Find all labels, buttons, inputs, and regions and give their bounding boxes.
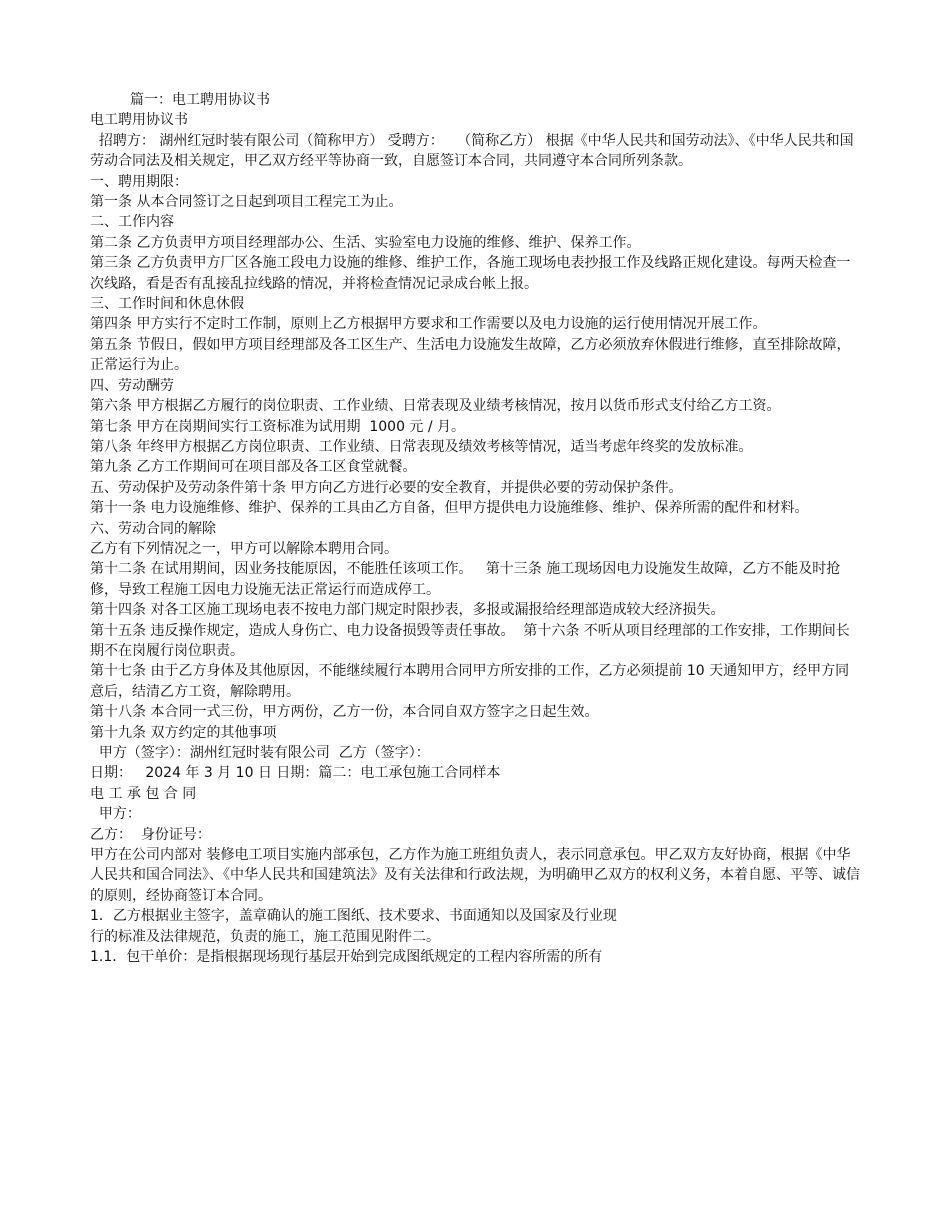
paragraph: 六、劳动合同的解除 — [90, 520, 216, 537]
paragraph: 日期： 2024 年 3 月 10 日 日期：篇二：电工承包施工合同样本 — [90, 765, 501, 782]
paragraph: 1．乙方根据业主签字，盖章确认的施工图纸、技术要求、书面通知以及国家及行业现 — [90, 908, 617, 925]
paragraph: 第十五条 违反操作规定，造成人身伤亡、电力设备损毁等责任事故。 第十六条 不听从项目经理部的工作安排，工作期间长期不在岗履行岗位职责。 — [90, 622, 850, 659]
paragraph: 第九条 乙方工作期间可在项目部及各工区食堂就餐。 — [90, 459, 417, 476]
paragraph: 甲方（签字）：湖州红冠时装有限公司 乙方（签字）： — [90, 745, 430, 761]
paragraph: 第十二条 在试用期间，因业务技能原因，不能胜任该项工作。 第十三条 施工现场因电力设施发生故障，乙方不能及时抢修，导致工程施工因电力设施无法正常运行而造成停工。 — [90, 561, 841, 598]
paragraph: 第四条 甲方实行不定时工作制，原则上乙方根据甲方要求和工作需要以及电力设施的运行使用情况开展工作。 — [90, 316, 767, 333]
paragraph: 乙方： 身份证号： — [90, 826, 211, 843]
paragraph: 第十一条 电力设施维修、维护、保养的工具由乙方自备，但甲方提供电力设施维修、维护、保养所需的配件和材料。 — [90, 500, 809, 517]
paragraph: 第十七条 由于乙方身体及其他原因，不能继续履行本聘用合同甲方所安排的工作，乙方必须提前 10 天通知甲方，经甲方同意后，结清乙方工资，解除聘用。 — [90, 663, 850, 700]
paragraph: 乙方有下列情况之一，甲方可以解除本聘用合同。 — [90, 540, 398, 557]
paragraph: 第八条 年终甲方根据乙方岗位职责、工作业绩、日常表现及绩效考核等情况，适当考虑年终奖的发放标准。 — [90, 438, 753, 455]
paragraph: 招聘方： 湖州红冠时装有限公司（简称甲方） 受聘方： （简称乙方） 根据《中华人民共和国劳动法》、《中华人民共和国劳动合同法及相关规定，甲乙双方经平等协商一致，自愿签订本合同，共同遵守本合同所列条款。 — [90, 132, 854, 170]
paragraph: 第三条 乙方负责甲方厂区各施工段电力设施的维修、维护工作，各施工现场电表抄报工作及线路正规化建设。每两天检查一次线路，看是否有乱接乱拉线路的情况，并将检查情况记录成台帐上报。 — [90, 255, 851, 292]
paragraph: 第五条 节假日，假如甲方项目经理部及各工区生产、生活电力设施发生故障，乙方必须放弃休假进行维修，直至排除故障，正常运行为止。 — [90, 336, 851, 374]
paragraph: 第一条 从本合同签订之日起到项目工程完工为止。 — [90, 194, 403, 211]
paragraph: 二、工作内容 — [90, 214, 174, 231]
paragraph: 四、劳动酬劳 — [90, 377, 174, 394]
paragraph: 甲方： — [90, 806, 141, 823]
paragraph: 第十八条 本合同一式三份，甲方两份，乙方一份，本合同自双方签字之日起生效。 — [90, 704, 599, 721]
paragraph: 五、劳动保护及劳动条件第十条 甲方向乙方进行必要的安全教育，并提供必要的劳动保护条件。 — [90, 479, 683, 496]
section-title: 篇一：电工聘用协议书 — [130, 92, 270, 108]
paragraph: 一、聘用期限： — [90, 173, 188, 190]
paragraph: 行的标准及法律规范，负责的施工，施工范围见附件二。 — [90, 928, 440, 945]
paragraph: 甲方在公司内部对 装修电工项目实施内部承包，乙方作为施工班组负责人，表示同意承包。甲乙双方友好协商，根据《中华人民共和国合同法》、《中华人民共和国建筑法》及有关法律和行政法规，为明确甲乙双方的权利义务，本着自愿、平等、诚信的原则，经协商签订本合同。 — [90, 847, 860, 904]
paragraph: 第七条 甲方在岗期间实行工资标准为试用期 1000 元 / 月。 — [90, 418, 466, 435]
paragraph: 电 工 承 包 合 同 — [90, 785, 197, 802]
paragraph: 第二条 乙方负责甲方项目经理部办公、生活、实验室电力设施的维修、维护、保养工作。 — [90, 234, 641, 251]
paragraph: 电工聘用协议书 — [90, 112, 188, 129]
paragraph: 三、工作时间和休息休假 — [90, 296, 244, 313]
paragraph: 第六条 甲方根据乙方履行的岗位职责、工作业绩、日常表现及业绩考核情况，按月以货币形式支付给乙方工资。 — [90, 398, 781, 415]
paragraph: 第十九条 双方约定的其他事项 — [90, 724, 277, 741]
paragraph: 第十四条 对各工区施工现场电表不按电力部门规定时限抄表，多报或漏报给经理部造成较大经济损失。 — [90, 602, 725, 619]
paragraph: 1.1．包干单价：是指根据现场现行基层开始到完成图纸规定的工程内容所需的所有 — [90, 949, 603, 966]
document-body — [90, 90, 860, 967]
